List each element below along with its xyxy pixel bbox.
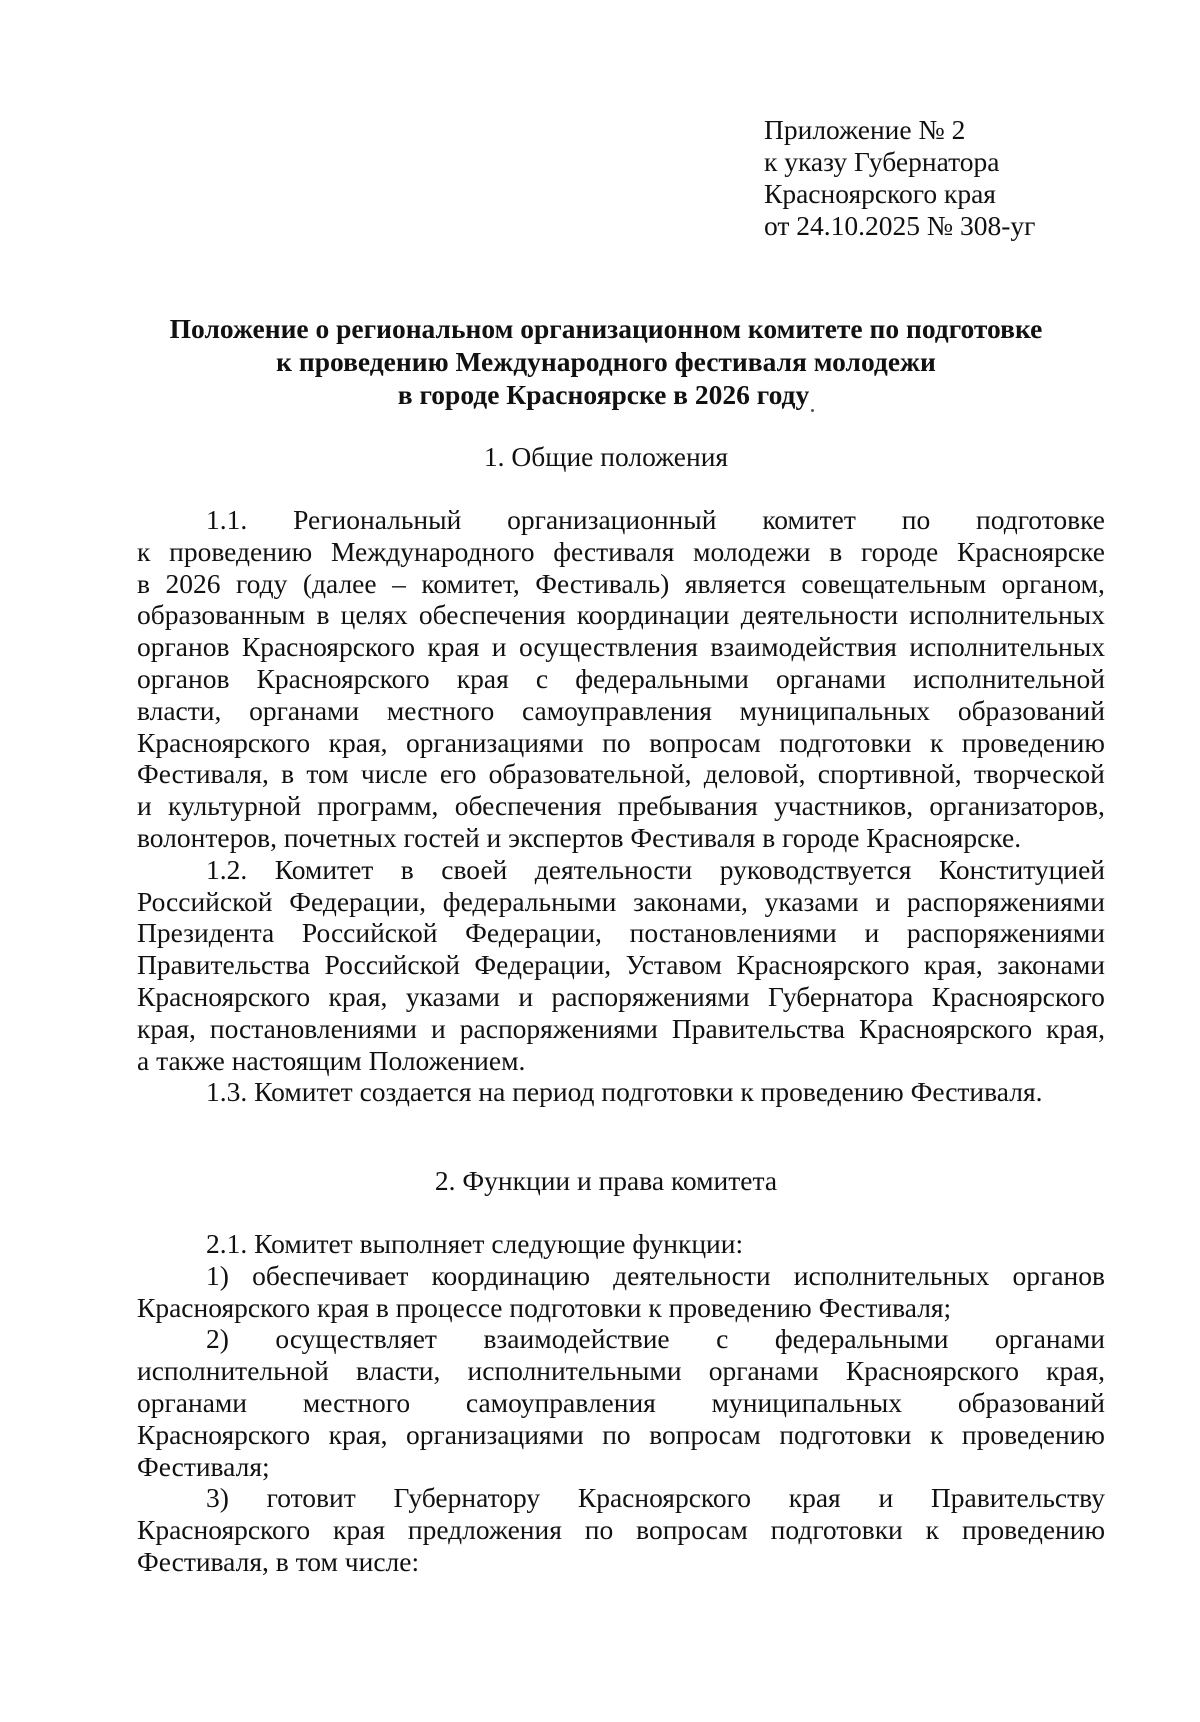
title-line-3-text: в городе Красноярске в 2026 году [397,379,810,410]
text-line: к проведению Международного фестиваля молодежи в городе Красноярске [137,535,1105,567]
section-1-body [137,504,1105,1108]
appendix-region: Красноярского края [764,178,996,209]
text-line: образованным в целях обеспечения координации деятельности исполнительных [137,599,1105,631]
text-line: 1.3. Комитет создается на период подготовки к проведению Фестиваля. [206,1076,1043,1108]
appendix-header [764,114,1035,242]
appendix-number: Приложение № 2 [764,114,966,145]
text-line: Фестиваля, в том числе его образовательной, деловой, спортивной, творческой [137,758,1105,790]
text-line: Российской Федерации, федеральными законами, указами и распоряжениями [137,885,1105,917]
text-line: волонтеров, почетных гостей и экспертов Фестиваля в городе Красноярске. [137,821,1022,853]
text-line: Фестиваля; [137,1450,270,1482]
text-line: Красноярского края предложения по вопросам подготовки к проведению [137,1514,1105,1546]
text-line: Красноярского края в процессе подготовки к проведению Фестиваля; [137,1291,952,1323]
text-line: 2) осуществляет взаимодействие с федеральными органами [206,1323,1105,1355]
appendix-decree-ref: к указу Губернатора [764,146,1000,177]
text-line: а также настоящим Положением. [137,1044,526,1076]
text-line: 3) готовит Губернатору Красноярского края и Правительству [206,1482,1105,1514]
title-line-3 [130,378,1082,412]
stray-dot [811,409,814,412]
text-line: и культурной программ, обеспечения пребывания участников, организаторов, [137,790,1105,822]
text-line: Правительства Российской Федерации, Уставом Красноярского края, законами [137,949,1105,981]
title-line-2: к проведению Международного фестиваля молодежи [276,346,936,377]
text-line: 2.1. Комитет выполняет следующие функции: [206,1228,744,1259]
text-line: Красноярского края, указами и распоряжениями Губернатора Красноярского [137,980,1105,1012]
section-2-body [137,1228,1105,1578]
text-line: в 2026 году (далее – комитет, Фестиваль) является совещательным органом, [137,567,1105,599]
document-title [130,312,1082,412]
text-line: 1) обеспечивает координацию деятельности исполнительных органов [206,1259,1105,1291]
text-line: Красноярского края, организациями по вопросам подготовки к проведению [137,1418,1105,1450]
text-line: органами местного самоуправления муниципальных образований [137,1386,1105,1418]
text-line: края, постановлениями и распоряжениями Правительства Красноярского края, [137,1012,1105,1044]
appendix-date-number: от 24.10.2025 № 308-уг [764,210,1036,241]
text-line: органов Красноярского края с федеральными органами исполнительной [137,662,1105,694]
text-line: Президента Российской Федерации, постановлениями и распоряжениями [137,917,1105,949]
text-line: 1.1. Региональный организационный комитет по подготовке [206,504,1105,535]
title-line-1: Положение о региональном организационном комитете по подготовке [169,313,1043,344]
text-line: власти, органами местного самоуправления муниципальных образований [137,694,1105,726]
text-line: исполнительной власти, исполнительными органами Красноярского края, [137,1355,1105,1387]
section-2-heading: 2. Функции и права комитета [434,1165,778,1196]
text-line: органов Красноярского края и осуществления взаимодействия исполнительных [137,631,1105,663]
section-1-heading: 1. Общие положения [483,441,729,472]
text-line: Фестиваля, в том числе: [137,1545,420,1577]
text-line: 1.2. Комитет в своей деятельности руководствуется Конституцией [206,853,1105,885]
text-line: Красноярского края, организациями по вопросам подготовки к проведению [137,726,1105,758]
